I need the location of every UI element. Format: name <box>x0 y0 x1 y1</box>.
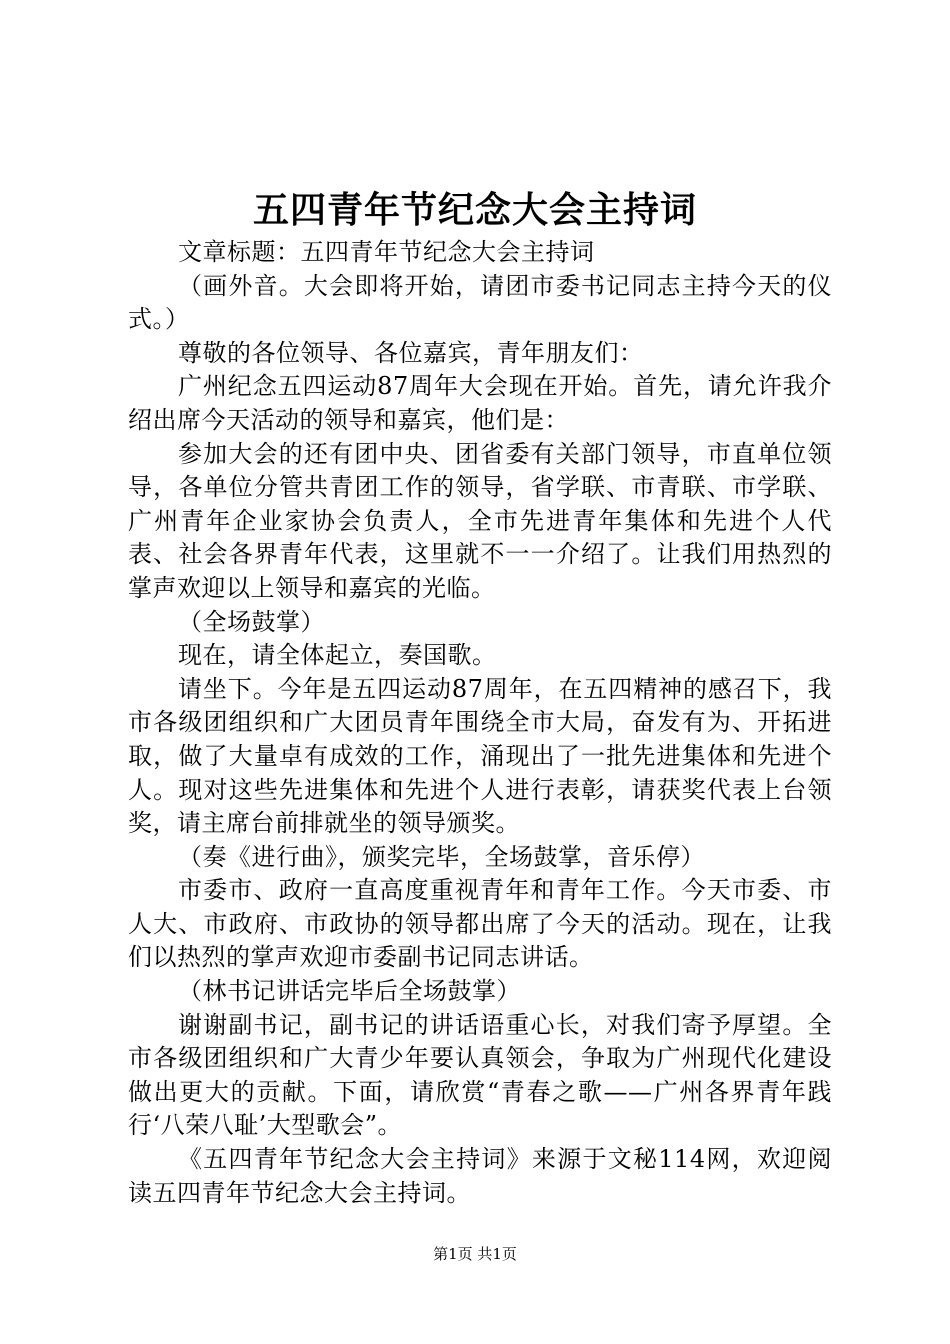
page-footer: 第1页 共1页 <box>433 1245 517 1263</box>
paragraph-greeting: 尊敬的各位领导、各位嘉宾，青年朋友们： <box>178 338 644 367</box>
document-title: 五四青年节纪念大会主持词 <box>252 189 697 231</box>
paragraph-article-title: 文章标题：五四青年节纪念大会主持词 <box>178 238 595 266</box>
paragraph-attendees: 参加大会的还有团中央、团省委有关部门领导，市直单位领导，各单位分管共青团工作的领导，省学联、市青联、市学联、广州青年企业家协会负责人，全市先进青年集体和先进个人代表、社会各界青年代表，这里就不一一介绍了。让我们用热烈的掌声欢迎以上领导和嘉宾的光临。 <box>128 439 832 602</box>
paragraph-source: 《五四青年节纪念大会主持词》来源于文秘114网，欢迎阅读五四青年节纪念大会主持词。 <box>128 1145 832 1207</box>
paragraph-speech-intro: 市委市、政府一直高度重视青年和青年工作。今天市委、市人大、市政府、市政协的领导都出席了今天的活动。现在，让我们以热烈的掌声欢迎市委副书记同志讲话。 <box>128 876 832 972</box>
paragraph-applause-1: （全场鼓掌） <box>178 607 325 636</box>
paragraph-voiceover: （画外音。大会即将开始，请团市委书记同志主持今天的仪式。） <box>128 271 832 334</box>
paragraph-thanks: 谢谢副书记，副书记的讲话语重心长，对我们寄予厚望。全市各级团组织和广大青少年要认真领会，争取为广州现代化建设做出更大的贡献。下面，请欣赏“青春之歌——广州各界青年践行‘八荣八耻’大型歌会”。 <box>128 1010 832 1140</box>
paragraph-opening: 广州纪念五四运动87周年大会现在开始。首先，请允许我介绍出席今天活动的领导和嘉宾，他们是： <box>128 372 832 434</box>
paragraph-march: （奏《进行曲》，颁奖完毕，全场鼓掌，音乐停） <box>178 842 705 871</box>
paragraph-awards: 请坐下。今年是五四运动87周年，在五四精神的感召下，我市各级团组织和广大团员青年围绕全市大局，奋发有为、开拓进取，做了大量卓有成效的工作，涌现出了一批先进集体和先进个人。现对这些先进集体和先进个人进行表彰，请获奖代表上台领奖，请主席台前排就坐的领导颁奖。 <box>128 674 832 838</box>
paragraph-anthem: 现在，请全体起立，奏国歌。 <box>178 641 497 670</box>
paragraph-applause-2: （林书记讲话完毕后全场鼓掌） <box>178 977 521 1006</box>
document-body <box>128 236 832 1210</box>
